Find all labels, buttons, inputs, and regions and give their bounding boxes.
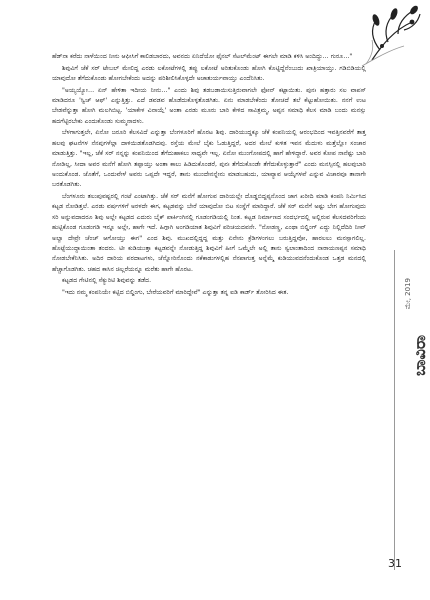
paragraph: "ಅಯ್ಯಯ್ಯೋ… ಏನ್ ಹೇಳಿತಾ ಇದೀಯ ನೀನು…" ಎಂದು ಶಿವು ತಡಬಡಾಯಿಸುತ್ತಿರುವಾಗಲೇ ಫೋನ್ ಕಟ್ಟಾಯಿತು. ಪುನಃ ಹತ್ತಾರು ಸಲ ವಾಪಸ್ ಮಾಡಿದರೂ 'ಸ್ವಿಚ್ ಆಫ್' ಎನ್ನುತ್ತಿತ್ತು. ಎದೆ ಡವಡವ ಹೊಡೆದುಕೊಳ್ಳತೊಡಗಿತು. ಏನು ಮಾಡಬೇಕೆಂದು ತೋಚದೆ ತಲೆ ಕೆಟ್ಟುಹೋಯಿತು. ನನಗೆ ಉಟ ಬೇಡವೆನ್ನುತ್ತಾ ಹೋಗಿ ಮಲಗಿಬಿಟ್ಟ. 'ಯಾಕೇಳ ವಿನಾಯ್ಗೆ' ಅಂತಾ ಎರಡು ಮೂರು ಬಾರಿ ಕೇಳಿದ ಸಾವಿತ್ರಮ್ಮ, ಅಪ್ಪನ ಸಮಾಧಿ ಕೆಲಸ ಮಾಡಿ ಬಂದು ಮನಸ್ಸು ಹದಗೆಟ್ಟಿರಬೇಕು ಎಂದುಕೊಂಡು ಸುಮ್ಮನಾದಳು. xyxy=(52,86,366,125)
paragraph: ಹೆಡ್‌ನಾ ಕರೆದು ನಾಳೆಯಿಂದ ನೀನು ಆಫೀಸಿಗೆ ಕಾಲಿಡಬಾರದು, ಅವನದು ಏನಿದೆಯೋ ಫೈನಲ್ ಸೆಟಲ್‌ಮೆಂಟ್ ಈಗಲೇ ಮಾಡಿ ಕಳಿಸಿ ಅಂದಿದ್ದು… ಗುರೂ…" xyxy=(52,53,353,60)
magazine-name: ಬಾವಿರಾ xyxy=(410,335,429,377)
issue-date: ಮೇ, 2019 xyxy=(404,278,412,310)
paragraph: ಬೆಂಗಳೂರು ತಲುಪುವಷ್ಟರಲ್ಲಿ ಗಂಟೆ ಎಂಟಾಗಿತ್ತು. ಜೆಕೆ ಸರ್ ಮನೆಗೆ ಹೋಗುವ ದಾರಿಯಲ್ಲೇ ದೊಡ್ಡಬಿದ್ದಪ್ಪನೊಂದ ಜಾಗ ಖರೀದಿ ಮಾಡಿ ಕಂಪನಿ ನಿರ್ಮಿಸಿದ ಕಟ್ಟಡ ನೋಡಿತ್ತಲೆ. ಎರಡು ವರ್ಷಗಳಿಗೆ ಅರಳದೇ ಈಗ, ಕಟ್ಟಡವನ್ನು ಬೇರೆ ಯಾವುದೋ ಬಿಟ ಸಂಸ್ಥೆಗೆ ಮಾರಿದ್ದಾರೆ. ಜೆಕೆ ಸರ್ ಮನೆಗೆ ಅಷ್ಟು ಬೇಗ ಹೋಗುವುದು ಸರಿ ಅನ್ನುವದಾದರೂ ಶಿವು ಅಲ್ಲೇ ಕಟ್ಟಡದ ಎದುರು ಬೈಕ್ ಪಾರ್ಕಿಂಗಿನಲ್ಲಿ ಗೂಡಂಗಡಿಯಲ್ಲಿ ನಿಂತ. ಕಟ್ಟಡ ನಿರ್ಮಾಣದ ಸಂದರ್ಭದಲ್ಲಿ ಅಲ್ಲಿರುವ ಕೆಲಸದವರಿಗೆಂದು ಹುಟ್ಟಿಕೊಂಡ ಗೂಡಂಗಡಿ ಇನ್ನೂ ಅಲ್ಲೇ, ಹಾಗೇ ಇದೆ. ಹಿಗ್ಗಾಗಿ ಅಂಗಡಿಯಾತ ಶಿವುವಿಗೆ ಪರಿಚಯದವನೇ. "ನೋಡಣ್ಣ, ಎಂಥಾ ಬಿಲ್ಡಿಂಗ್ ಎದ್ದು ನಿಲ್ಲಿದೆದಿರಿ ನೀವ್ ಅಲ್ವಾ ದೇವ್ರೇ ಚೆಂಚ್ ಆಗೋಯ್ತು ಈಗ" ಎಂದ ಶಿವು. ಮುಖದಲ್ಲಿದ್ದದ್ದ ಮತ್ತು ಏನೇನು ಕ್ರೆಡಿಗಳಂಗಲು ಬರುತ್ತಿದ್ದವೋ, ಹಾರಲಲು ಮನಸ್ಸಾಗಲಿಲ್ಲ. ಹೊಟ್ಟೆಯುದ್ದಾಯಿಂತಾ ತಂದರು. ಟೀ ಕುಡಿಯುತ್ತಾ ಕಟ್ಟಡವನ್ನೇ ನೋಡುತ್ತಿದ್ದ ಶಿವುವಿಗೆ ಹೀಗೆ ಒಮ್ಮೆಲೇ ಅಲ್ಲಿ ತಾನು ಸ್ವಲಾಂತಾದಿಂದ ನಾರಾಯಣಪ್ಪನ ಸಮಾಧಿ ನೋಡಬೇಕೆನಿಸಿತು. ಅದಿರ ದಾರಿಯ ಪರದಾಟಗಳು, ಜೆನ್ನೋರಿನೊಂದು ನಕೆಕಾಡುಗಳಲ್ಲಿಹ ನೆನಪಾಗುತ್ತ ಅನ್ನೆಮ್ಮೆ ಕುಡಿಯುವದನೆಂದುಕೊಂಡ ಒತ್ತಡ ಮನದಲ್ಲಿ ಹೆಚ್ಚಾಗೊಡಗಿತು. ಚಹದ ಕಾಸಿನ ಚಿಲ್ಲರೆಯನ್ನೂ ಮರೆತು ಹಾಗೇ ಹೊರಟ. xyxy=(52,193,366,273)
paragraph: "ಇದು ನಮ್ಮ ಕಂಪನಿಯೇ ಕಟ್ಟಿದ ಬಿಲ್ಡಿಂಗು, ಬೇರೆಯವರಿಗೆ ಮಾರಿದ್ದೇವೆ" ಎನ್ನುತ್ತಾ ತನ್ನ ಐಡಿ ಕಾರ್ಡ್ ತೋರಿಸಿದ ಈತ. xyxy=(62,289,289,297)
page-number: 31 xyxy=(388,557,402,570)
paragraph: ಬೆಳಗಾಗುತ್ತಲೇ, ಏನೋ ಜರೂರಿ ಕೆಲಸವಿದೆ ಎನ್ನುತ್ತಾ ಬೆಂಗಳೂರಿಗೆ ಹೊರಟ ಶಿವು. ದಾರಿಯುದ್ದಕ್ಕೂ ಜೆಕೆ ಕಂಪನಿಯಲ್ಲಿ ಆರಂಭದಿಂದ ಇವತ್ತಿನವರೆಗೆ ತಾತ್ತ ಹಲವು ಘಟನೆಗಳ ನೆನಪುಗಳೆಲ್ಲಾ ದಾಳಿಯಿಡತೊಡಗಿದವು. ರಸ್ತೆಯ ಮೇಲೆ ಬೈಕು ಓಡುತ್ತಿದ್ದರೆ, ಅದರ ಮೇಲೆ ಕುಳಿತ ಇವನ ಮೆದುಳು ಮತ್ತೆಲ್ಲೋ ಸಂಚಾರ ಮಾಡುತ್ತಿತ್ತು. "ಇಲ್ಲ, ಜೆಕೆ ಸರ್ ನನ್ನನ್ನು ಕಂಪನಿಯಿಂದ ತೆಗೆದುಹಾಕಲು ಸಾಧ್ಯವೇ ಇಲ್ಲ. ಏನೋ ಮುಂಗೋಪದಲ್ಲಿ ಹಾಗೆ ಹೇಳಿದ್ದಾರೆ. ಅವರ ಕೋಪ ನಾನೆಷ್ಟು ಬಾರಿ ನೋಡಿಲ್ಲ, ಸೀದಾ ಅವರ ಮನೆಗೆ ಹೋಗಿ ತಪ್ಪಾಯ್ತು ಅಂತಾ ಕಾಲು ಹಿಡಿದುಕೊಂಡರೆ, ಪುನಃ ತೆಗೆದುಕೊಂಡೇ ತೆಗೆದುಕೊಳ್ಳುತ್ತಾರೆ" ಎಂದು ಮನಸ್ಸಿನಲ್ಲಿ ಹಲವುಬಾರಿ ಅಂದುಕೊಂಡ. ಜೊತೆಗೆ, ಒಂದುವೇಳೆ ಅವರು ಒಪ್ಪದೇ ಇದ್ದರೆ, ತಾನು ಮುಂದೇನನ್ನೇನು ಮಾಡಬಹುದು, ಯಾವ್ಯಾವ ಆಯ್ಕೆಗಳವೆ ಎನ್ನುವ ವಿಚಾರವೂ ತಾನಾಗೇ ಬರತೊಡಗಿತು. xyxy=(52,129,366,189)
side-divider xyxy=(394,250,395,570)
article-body xyxy=(52,52,366,300)
paragraph: ಶಿವುವಿಗೆ ಜೆಕೆ ಸರ್ ಟೇಬಲ್ ಮೇಲಿದ್ದ ಎರಡು ಲಕೋಟೆಗಳಲ್ಲಿ ತಪ್ಪು ಲಕೋಟೆ ಅರಿತುಕೊಂಡು ಹೋಗಿ ಕೊಟ್ಟಿದ್ದೆನೆಂಬುದು ಖಾತ್ರಿಯಾಯ್ತು. ಗಡಿಬಿಡಿಯಲ್ಲಿ ಯಾವುದೋ ತೆಗೆದುಕೊಂಡು ಹೋಗಬೇಕೆಂದು ಅದನ್ನು ಪರಿಶೀಲಿಸಿಕೊಳ್ಳದೇ ಅಚಾತುರ್ಯವಾಯ್ತು ಎಂದೆನಿಸಿತು. xyxy=(52,64,366,82)
paragraph: ಕಟ್ಟಡದ ಗೇಟಿನಲ್ಲಿ ಸೆಕ್ಯುರಿಟಿ ಶಿವುವನ್ನು ತಡೆದ. xyxy=(62,277,152,285)
